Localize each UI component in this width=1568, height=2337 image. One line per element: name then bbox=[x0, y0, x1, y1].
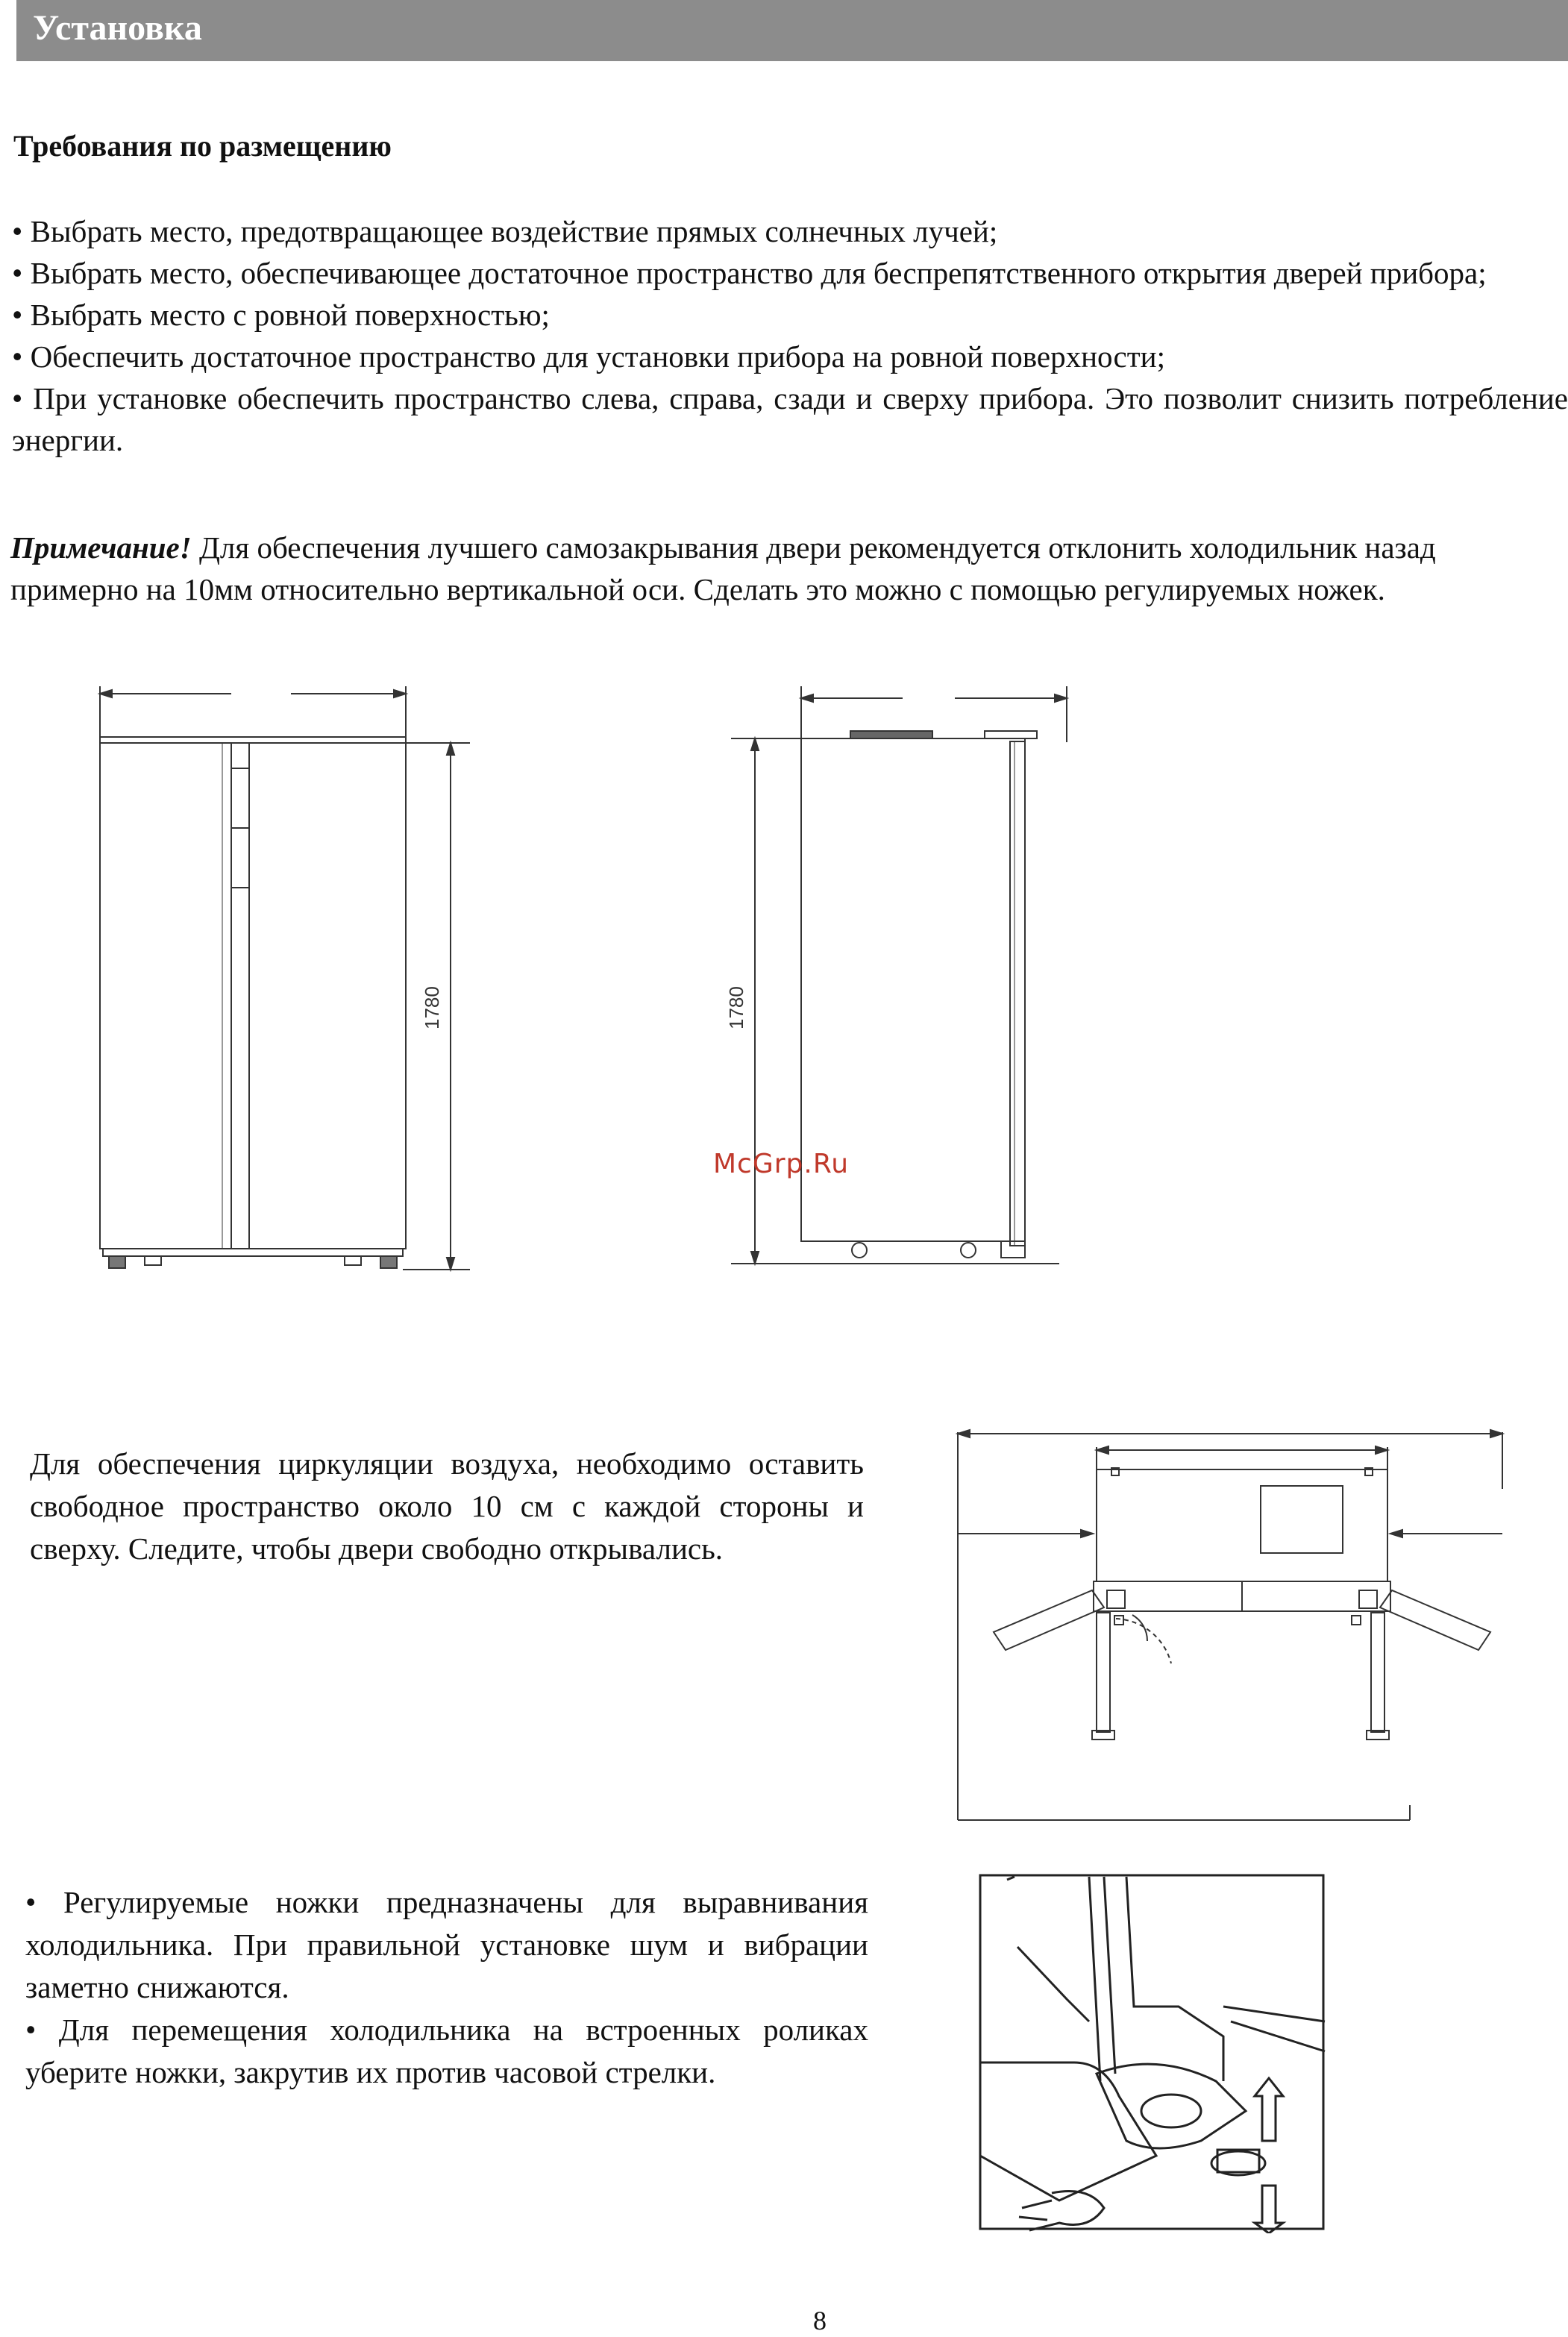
legs-item: • Для перемещения холодильника на встроенных роликах уберите ножки, закрутив их против часовой стрелки. bbox=[25, 2013, 868, 2089]
front-height-label: 1780 bbox=[421, 986, 443, 1029]
front-view-diagram bbox=[82, 671, 500, 1365]
side-height-label: 1780 bbox=[725, 986, 747, 1029]
side-view-diagram bbox=[694, 671, 1082, 1365]
leg-adjustment-illustration bbox=[977, 1872, 1328, 2233]
requirement-item: • При установке обеспечить пространство слева, справа, сзади и сверху прибора. Это позволит снизить потребление энергии. bbox=[12, 381, 1568, 457]
note-label: Примечание! bbox=[10, 530, 192, 565]
note-paragraph bbox=[10, 527, 1495, 610]
section-header-title: Установка bbox=[33, 8, 202, 48]
requirement-item: • Обеспечить достаточное пространство для установки прибора на ровной поверхности; bbox=[12, 339, 1166, 374]
air-circulation-paragraph: Для обеспечения циркуляции воздуха, необходимо оставить свободное пространство около 10 см с каждой стороны и сверху. Следите, чтобы двери свободно открывались. bbox=[30, 1446, 864, 1566]
watermark: McGrp.Ru bbox=[713, 1149, 850, 1179]
note-text: Для обеспечения лучшего самозакрывания двери рекомендуется отклонить холодильник назад примерно на 10мм относительно вертикальной оси. Сделать это можно с помощью регулируемых ножек. bbox=[10, 530, 1436, 606]
section-header bbox=[16, 0, 1568, 61]
requirements-list bbox=[12, 210, 1568, 461]
subsection-title: Требования по размещению bbox=[13, 129, 392, 163]
requirement-item: • Выбрать место, обеспечивающее достаточное пространство для беспрепятственного открытия дверей прибора; bbox=[12, 256, 1487, 290]
top-view-clearance-diagram bbox=[947, 1417, 1514, 1835]
requirement-item: • Выбрать место, предотвращающее воздействие прямых солнечных лучей; bbox=[12, 214, 998, 248]
page-number: 8 bbox=[813, 2306, 827, 2336]
legs-item: • Регулируемые ножки предназначены для выравнивания холодильника. При правильной установке шум и вибрации заметно снижаются. bbox=[25, 1885, 868, 2004]
requirement-item: • Выбрать место с ровной поверхностью; bbox=[12, 298, 550, 332]
legs-list bbox=[25, 1881, 868, 2094]
